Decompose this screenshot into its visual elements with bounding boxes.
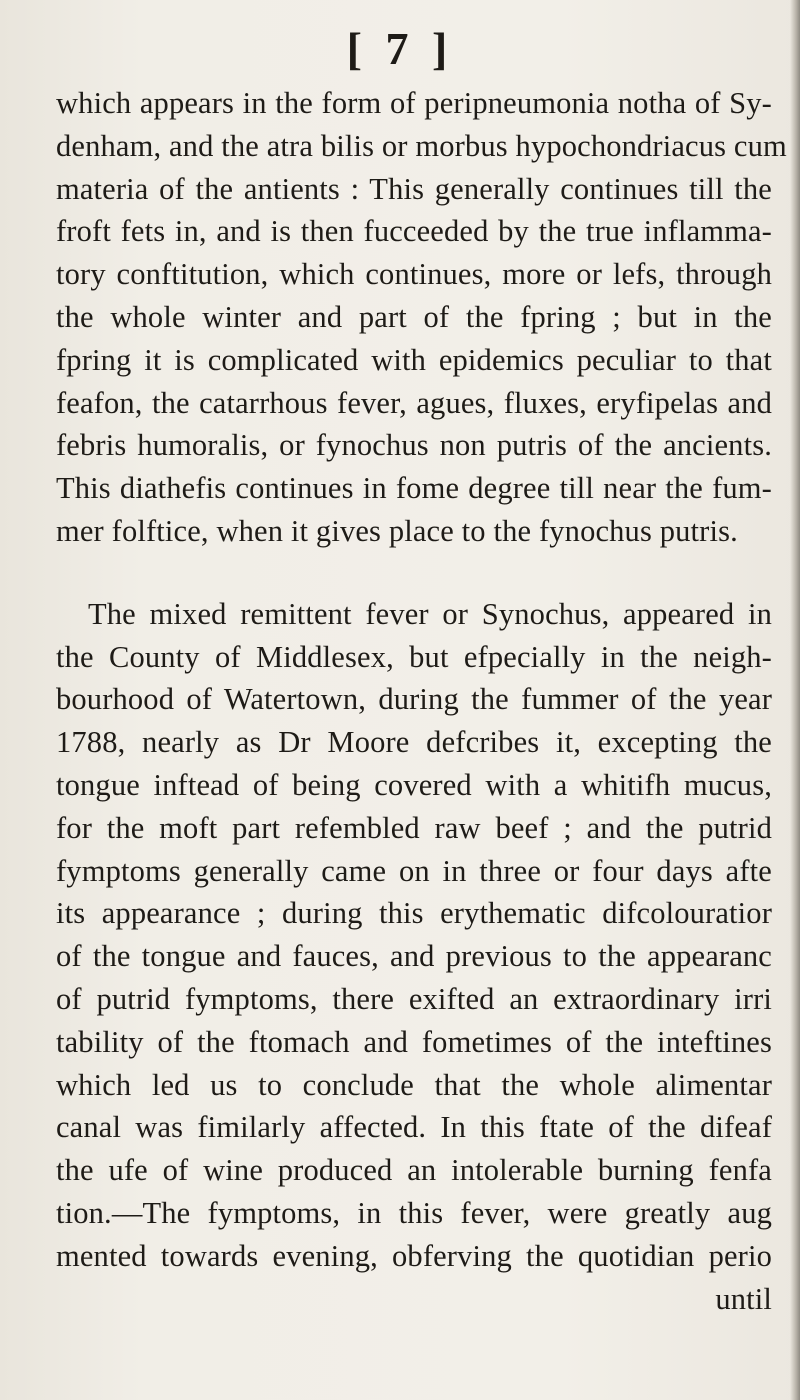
text-line: feafon, the catarrhous fever, agues, fluxes, eryfipelas and	[56, 385, 772, 420]
text-line: which appears in the form of peripneumonia notha of Sy-	[56, 86, 772, 120]
text-line: mer folftice, when it gives place to the fynochus putris.	[56, 513, 738, 548]
paragraph-gap	[56, 553, 772, 593]
catchword: until	[715, 1281, 772, 1316]
text-line: tability of the ftomach and fometimes of the inteftines	[56, 1024, 772, 1059]
text-line: fymptoms generally came on in three or four days afte	[56, 853, 772, 888]
text-line: the whole winter and part of the fpring ; but in the	[56, 299, 772, 334]
body-text	[56, 82, 787, 1320]
text-line: materia of the antients : This generally continues till the	[56, 171, 772, 206]
text-line: bourhood of Watertown, during the fummer of the year	[56, 682, 772, 717]
text-line: which led us to conclude that the whole alimentar	[56, 1067, 772, 1102]
page-number: [ 7 ]	[346, 23, 454, 74]
text-line: mented towards evening, obferving the quotidian perio	[56, 1238, 772, 1273]
paragraph-2	[56, 593, 772, 1321]
text-line: fpring it is complicated with epidemics peculiar to that	[56, 342, 772, 377]
text-line: froft fets in, and is then fucceeded by the true inflamma-	[56, 214, 772, 249]
text-line: the County of Middlesex, but efpecially in the neigh-	[56, 639, 772, 674]
text-line: tion.—The fymptoms, in this fever, were greatly aug	[56, 1195, 772, 1230]
paragraph-1	[56, 82, 787, 553]
text-line: of the tongue and fauces, and previous to the appearanc	[56, 939, 772, 974]
text-line: 1788, nearly as Dr Moore defcribes it, excepting the	[56, 725, 772, 760]
text-line: febris humoralis, or fynochus non putris of the ancients.	[56, 428, 772, 463]
text-line: its appearance ; during this erythematic difcolouratior	[56, 896, 772, 931]
text-line: the ufe of wine produced an intolerable burning fenfa	[56, 1153, 772, 1188]
text-line: canal was fimilarly affected. In this ftate of the difeaf	[56, 1110, 772, 1145]
text-line: tongue inftead of being covered with a whitifh mucus,	[56, 767, 772, 802]
text-line: The mixed remittent fever or Synochus, appeared in	[88, 596, 772, 631]
text-line: denham, and the atra bilis or morbus hypochondriacus cum	[56, 128, 787, 163]
text-line: tory conftitution, which continues, more or lefs, through	[56, 257, 772, 292]
page-edge-shadow	[790, 0, 800, 1400]
text-line: for the moft part refembled raw beef ; and the putrid	[56, 810, 772, 845]
text-line: This diathefis continues in fome degree till near the fum-	[56, 471, 772, 506]
text-line: of putrid fymptoms, there exifted an extraordinary irri	[56, 981, 772, 1016]
